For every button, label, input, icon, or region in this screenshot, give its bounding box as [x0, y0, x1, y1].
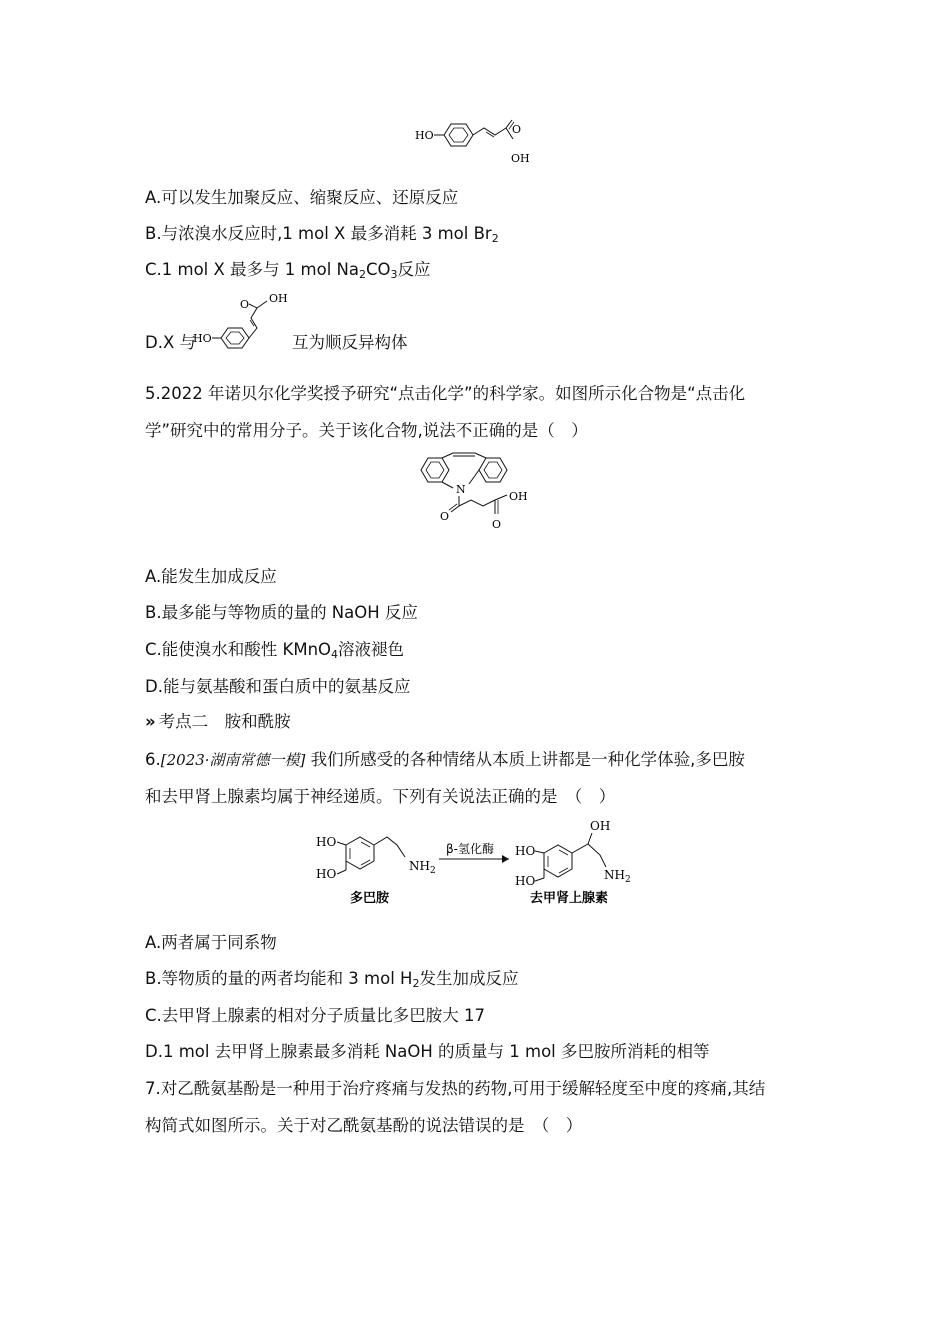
q6-option-a: A.两者属于同系物: [145, 933, 277, 952]
dopamine-label-ho1: HO: [316, 835, 337, 849]
ne-label-oh: OH: [590, 819, 611, 833]
ne-label-nh2: $NH_2$: [604, 868, 631, 885]
q6-option-c: C.去甲肾上腺素的相对分子质量比多巴胺大 17: [145, 1006, 486, 1025]
q6-source: [2023·湖南常德一模]: [160, 751, 306, 769]
ne-name: 去甲肾上腺素: [530, 891, 609, 906]
dopamine-label-ho2: HO: [316, 867, 337, 881]
double-chevron-icon: »: [145, 712, 153, 731]
q5-label-n: N: [456, 483, 466, 496]
q6-option-d: D.1 mol 去甲肾上腺素最多消耗 NaOH 的质量与 1 mol 多巴胺所消耗的相等: [145, 1042, 710, 1061]
q7-stem-line1: 7.对乙酰氨基酚是一种用于治疗疼痛与发热的药物,可用于缓解轻度至中度的疼痛,其结: [145, 1079, 766, 1098]
q4-option-d-prefix: D.X 与: [145, 333, 196, 352]
dopamine-name: 多巴胺: [350, 891, 390, 906]
q5-label-oh: OH: [509, 490, 528, 503]
q4-option-a: A.可以发生加聚反应、缩聚反应、还原反应: [145, 188, 459, 207]
q4-option-d-suffix: 互为顺反异构体: [292, 333, 408, 352]
q5-option-a: A.能发生加成反应: [145, 567, 277, 586]
q5-compound-structure: [413, 450, 543, 540]
x-label-oh: OH: [511, 152, 530, 165]
q6-stem-line2: 和去甲肾上腺素均属于神经递质。下列有关说法正确的是 （ ）: [145, 787, 616, 806]
q5-stem-line1: 5.2022 年诺贝尔化学奖授予研究“点击化学”的科学家。如图所示化合物是“点击化: [145, 384, 746, 403]
d-label-ho: HO: [193, 332, 212, 345]
ne-label-ho2: HO: [515, 874, 536, 888]
cis-isomer-structure: [193, 290, 298, 352]
q5-option-c: C.能使溴水和酸性 KMnO$_4$溶液褪色: [145, 640, 405, 661]
q6-stem-line1: 6.[2023·湖南常德一模] 我们所感受的各种情绪从本质上讲都是一种化学体验,多巴胺: [145, 750, 745, 769]
q5-label-o2: O: [492, 518, 502, 531]
d-label-o: O: [240, 298, 250, 311]
q4-option-c: C.1 mol X 最多与 1 mol $Na_2CO_3$反应: [145, 260, 431, 281]
q5-stem-line2: 学”研究中的常用分子。关于该化合物,说法不正确的是（ ）: [145, 421, 588, 440]
q6-option-b: B.等物质的量的两者均能和 3 mol $H_2$发生加成反应: [145, 969, 519, 990]
x-label-o: O: [512, 123, 522, 136]
q4-option-b: B.与浓溴水反应时,1 mol X 最多消耗 3 mol $Br_2$: [145, 224, 499, 245]
q5-option-d: D.能与氨基酸和蛋白质中的氨基反应: [145, 677, 411, 696]
ne-label-ho1: HO: [515, 844, 536, 858]
q5-option-b: B.最多能与等物质的量的 NaOH 反应: [145, 603, 418, 622]
dopamine-label-nh2: $NH_2$: [409, 859, 436, 876]
x-label-ho: HO: [415, 129, 434, 142]
dopamine-reaction-scheme: [312, 815, 632, 910]
section-heading: » 考点二 胺和酰胺: [145, 712, 291, 731]
q7-stem-line2: 构简式如图所示。关于对乙酰氨基酚的说法错误的是 （ ）: [145, 1116, 583, 1135]
enzyme-label: β-氢化酶: [446, 842, 494, 856]
d-label-oh: OH: [269, 292, 288, 305]
compound-x-structure: [410, 118, 540, 168]
q5-label-o1: O: [440, 510, 450, 523]
